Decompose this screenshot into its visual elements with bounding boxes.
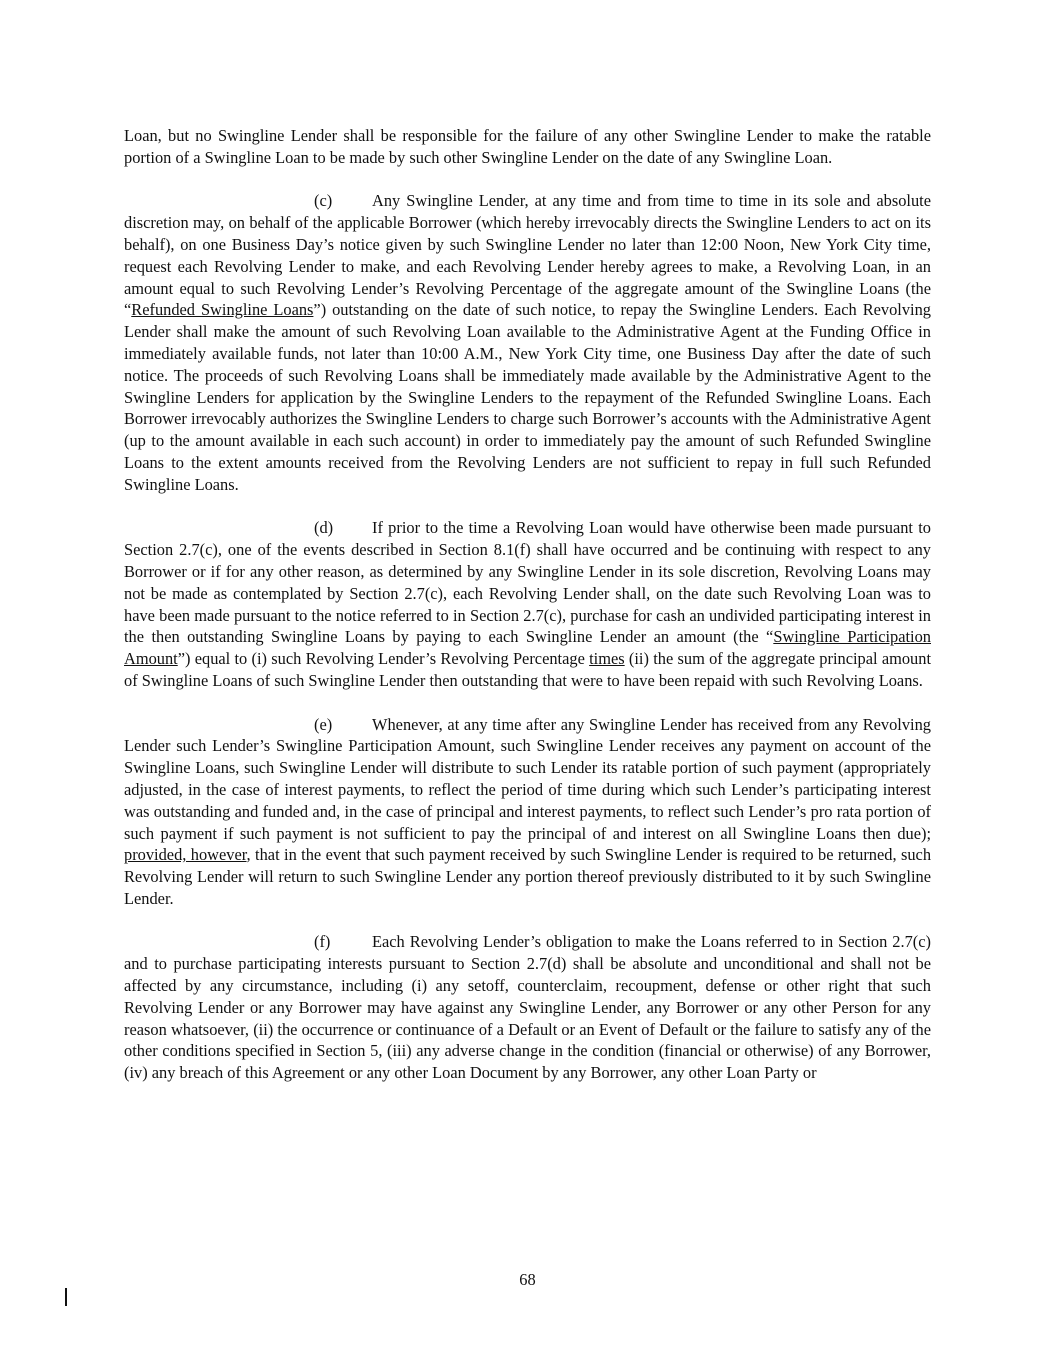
paragraph-label: (c) <box>314 191 333 211</box>
defined-term: times <box>589 649 625 669</box>
continuation-paragraph <box>124 125 931 169</box>
revision-change-bar <box>65 1288 67 1306</box>
section-2-7-f-paragraph <box>124 931 931 1084</box>
paragraph-label: (f) <box>314 932 331 952</box>
body-text <box>124 125 931 1106</box>
paragraph-label: (e) <box>314 714 333 734</box>
paragraph-text: , that in the event that such payment received by such Swingline Lender is required to be returned, such Revolving Lender will return to such Swingline Lender any portion thereof previously distributed to it by such Swingline Lender. <box>124 845 932 908</box>
defined-term: Refunded Swingline Loans <box>131 300 314 320</box>
paragraph-text: Any Swingline Lender, at any time and from time to time in its sole and absolute discretion may, on behalf of the applicable Borrower (which hereby irrevocably directs the Swingline Lenders to act on its behalf), on one Business Day’s notice given by such Swingline Lender no later than 12:00 Noon, New York City time, request each Revolving Lender to make, and each Revolving Lender hereby agrees to make, a Revolving Loan, in an amount equal to such Revolving Lender’s Revolving Percentage of the aggregate amount of the Swingline Loans (the “ <box>124 191 931 320</box>
paragraph-text: ”) outstanding on the date of such notice, to repay the Swingline Lenders. Each Revolving Lender shall make the amount of such Revolving Loan available to the Administrative Agent at the Funding Office in immediately available funds, not later than 10:00 A.M., New York City time, one Business Day after the date of such notice. The proceeds of such Revolving Loans shall be immediately made available by the Administrative Agent to the Swingline Lenders for application by the Swingline Lenders to the repayment of the Refunded Swingline Loans. Each Borrower irrevocably authorizes the Swingline Lenders to charge such Borrower’s accounts with the Administrative Agent (up to the amount available in each such account) in order to immediately pay the amount of such Refunded Swingline Loans to the extent amounts received from the Revolving Lenders are not sufficient to repay in full such Refunded Swingline Loans. <box>124 300 931 494</box>
paragraph-label: (d) <box>314 518 334 538</box>
page-number: 68 <box>519 1270 536 1289</box>
section-2-7-c-paragraph <box>124 190 931 495</box>
defined-term: Swingline Participation Amount <box>124 627 931 669</box>
paragraph-text: Each Revolving Lender’s obligation to make the Loans referred to in Section 2.7(c) and to purchase participating interests pursuant to Section 2.7(d) shall be absolute and unconditional and shall not be affected by any circumstance, including (i) any setoff, counterclaim, recoupment, defense or other right that such Revolving Lender or any Borrower may have against any Swingline Lender, any Borrower or any other Person for any reason whatsoever, (ii) the occurrence or continuance of a Default or an Event of Default or the failure to satisfy any of the other conditions specified in Section 5, (iii) any adverse change in the condition (financial or otherwise) of any Borrower, (iv) any breach of this Agreement or any other Loan Document by any Borrower, any other Loan Party or <box>124 932 931 1083</box>
paragraph-text: Whenever, at any time after any Swingline Lender has received from any Revolving Lender such Lender’s Swingline Participation Amount, such Swingline Lender receives any payment on account of the Swingline Loans, such Swingline Lender will distribute to such Lender its ratable portion of such payment (appropriately adjusted, in the case of interest payments, to reflect the period of time during which such Lender’s participating interest was outstanding and funded and, in the case of principal and interest payments, to reflect such Lender’s pro rata portion of such payment if such payment is not sufficient to pay the principal of and interest on all Swingline Loans then due); <box>124 714 931 843</box>
paragraph-text: (ii) the sum of the aggregate principal amount of Swingline Loans of such Swingline Lender then outstanding that were to have been repaid with such Revolving Loans. <box>124 649 931 690</box>
section-2-7-d-paragraph <box>124 517 931 691</box>
paragraph-text: ”) equal to (i) such Revolving Lender’s Revolving Percentage <box>177 649 590 669</box>
paragraph-text: Loan, but no Swingline Lender shall be responsible for the failure of any other Swingline Lender to make the ratable portion of a Swingline Loan to be made by such other Swingline Lender on the date of any Swingline Loan. <box>124 126 931 167</box>
defined-term: provided, however <box>124 845 247 865</box>
section-2-7-e-paragraph <box>124 714 931 910</box>
paragraph-text: If prior to the time a Revolving Loan would have otherwise been made pursuant to Section 2.7(c), one of the events described in Section 8.1(f) shall have occurred and be continuing with respect to any Borrower or if for any other reason, as determined by any Swingline Lender in its sole discretion, Revolving Loans may not be made as contemplated by Section 2.7(c), each Revolving Lender shall, on the date such Revolving Loan was to have been made pursuant to the notice referred to in Section 2.7(c), purchase for cash an undivided participating interest in the then outstanding Swingline Loans by paying to each Swingline Lender an amount (the “ <box>124 518 931 647</box>
